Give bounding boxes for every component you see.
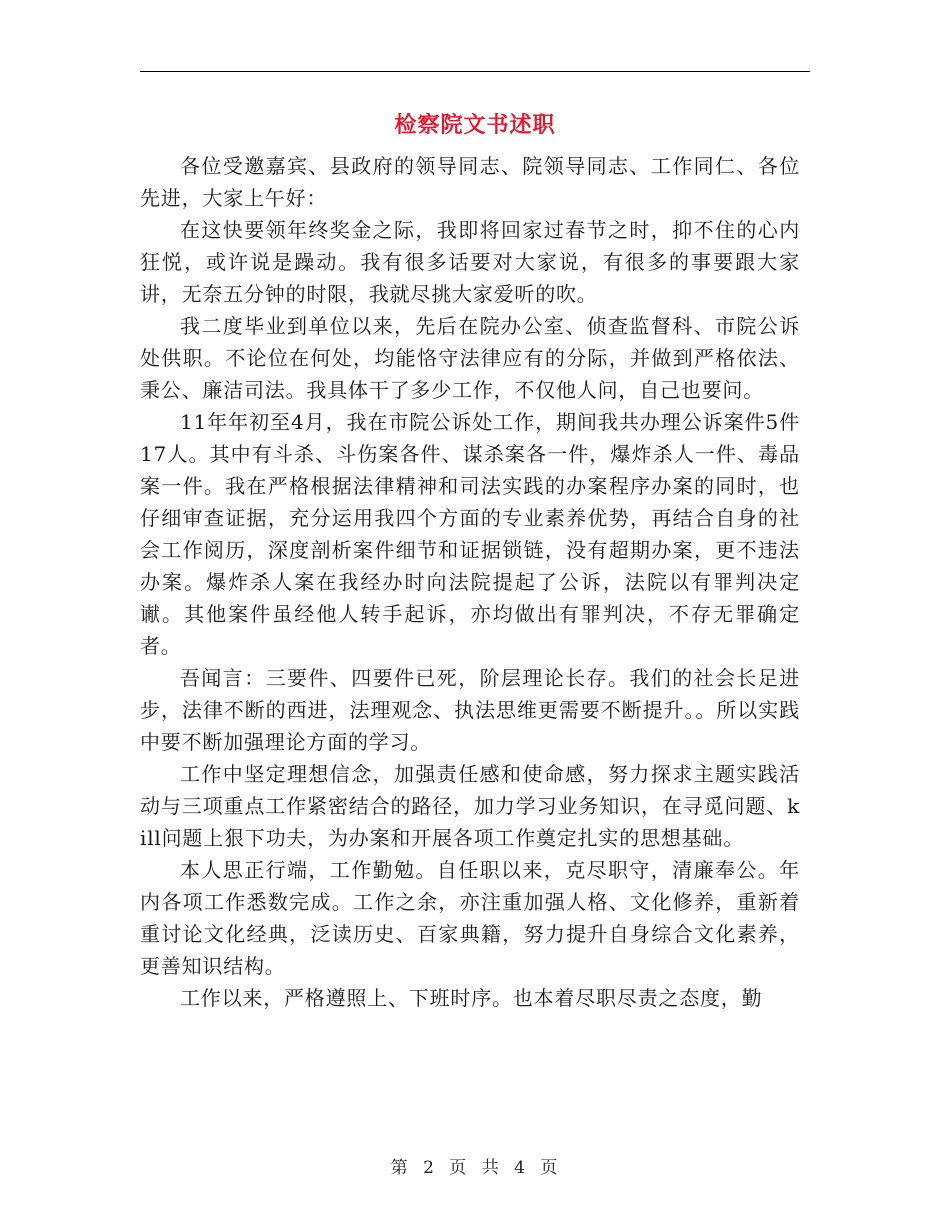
paragraph-attendance: 工作以来，严格遵照上、下班时序。也本着尽职尽责之态度，勤 (180, 986, 763, 1010)
paragraph-theory: 吾闻言：三要件、四要件已死，阶层理论长存。我们的社会长足进步，法律不断的西进，法理观念、执法思维更需要不断提升。。所以实践中要不断加强理论方面的学习。 (140, 666, 800, 754)
paragraph-character: 本人思正行端，工作勤勉。自任职以来，克尽职守，清廉奉公。年内各项工作悉数完成。工作之余，亦注重加强人格、文化修养，重新着重讨论文化经典，泛读历史、百家典籍，努力提升自身综合文化素养，更善知识结构。 (140, 858, 800, 978)
document-body (140, 150, 800, 1014)
page-number-footer: 第 2 页 共 4 页 (390, 1158, 560, 1178)
header-rule (140, 71, 810, 72)
paragraph-positions: 我二度毕业到单位以来，先后在院办公室、侦查监督科、市院公诉处供职。不论位在何处，均能恪守法律应有的分际，并做到严格依法、秉公、廉洁司法。我具体干了多少工作，不仅他人问，自己也要问。 (140, 314, 800, 402)
paragraph-work-ethic: 工作中坚定理想信念，加强责任感和使命感，努力探求主题实践活动与三项重点工作紧密结合的路径，加力学习业务知识，在寻觅问题、kill问题上狠下功夫，为办案和开展各项工作奠定扎实的思想基础。 (140, 762, 800, 850)
paragraph-greeting: 各位受邀嘉宾、县政府的领导同志、院领导同志、工作同仁、各位先进，大家上午好： (140, 154, 800, 210)
document-title: 检察院文书述职 (394, 112, 556, 138)
paragraph-opening: 在这快要领年终奖金之际，我即将回家过春节之时，抑不住的心内狂悦，或许说是躁动。我有很多话要对大家说，有很多的事要跟大家讲，无奈五分钟的时限，我就尽挑大家爱听的吹。 (140, 218, 800, 306)
paragraph-cases: 11年年初至4月，我在市院公诉处工作，期间我共办理公诉案件5件17人。其中有斗杀、斗伤案各件、谋杀案各一件，爆炸杀人一件、毒品案一件。我在严格根据法律精神和司法实践的办案程序办案的同时，也仔细审查证据，充分运用我四个方面的专业素养优势，再结合自身的社会工作阅历，深度剖析案件细节和证据锁链，没有超期办案，更不违法办案。爆炸杀人案在我经办时向法院提起了公诉，法院以有罪判决定谳。其他案件虽经他人转手起诉，亦均做出有罪判决，不存无罪确定者。 (140, 410, 800, 658)
